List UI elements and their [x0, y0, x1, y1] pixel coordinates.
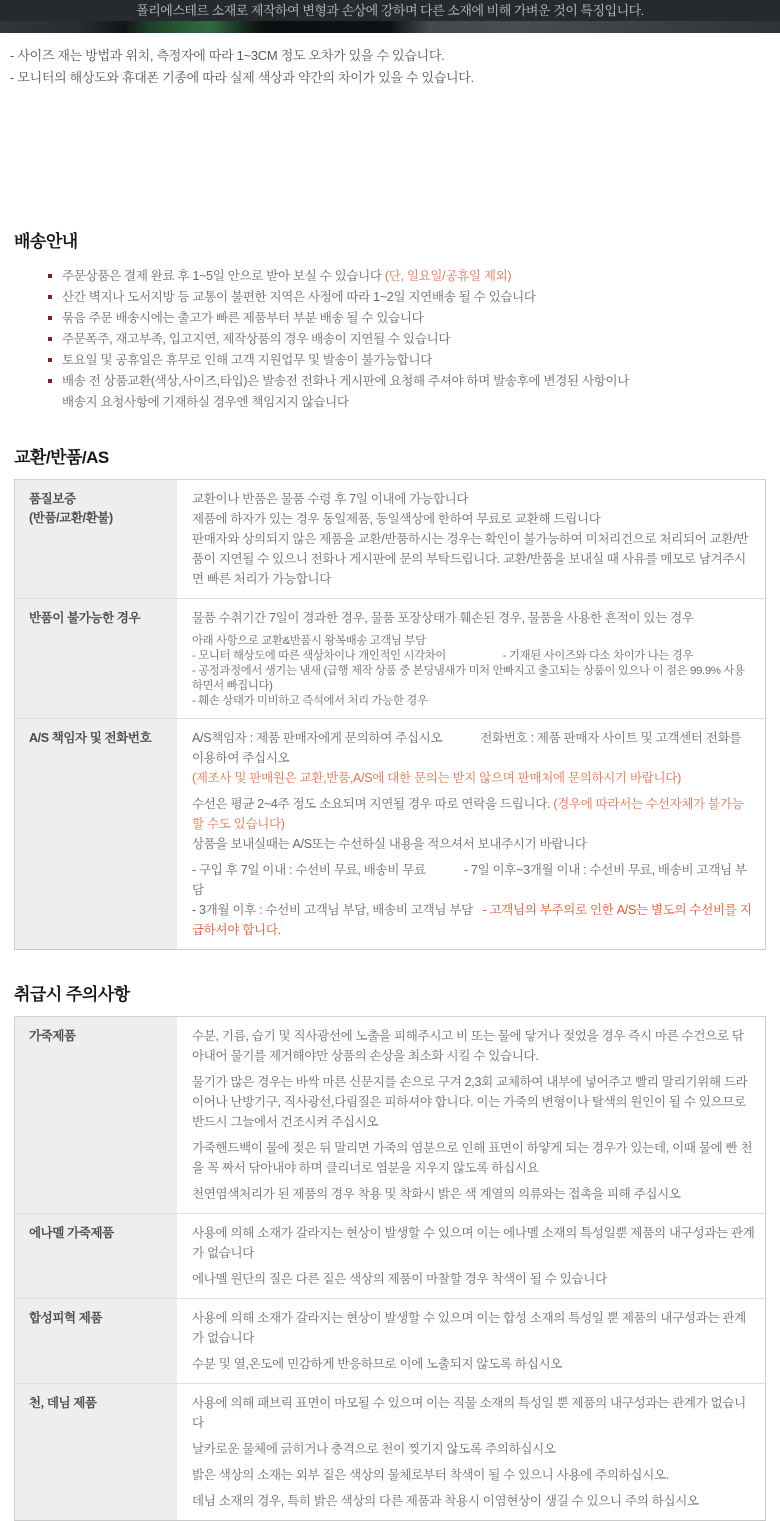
- bullet-icon: [48, 274, 52, 278]
- text-segment: 아래 사항으로 교환&반품시 왕복배송 고객님 부담: [192, 635, 426, 647]
- shipping-item-text: [62, 290, 536, 304]
- content-line: [192, 634, 755, 649]
- content-line: [192, 1393, 755, 1433]
- text-segment: (경우에 따라서는 수선자체가 불가능할 수도 있습니다): [192, 797, 744, 831]
- shipping-list-item: [48, 308, 766, 328]
- text-segment: (제조사 및 판매원은 교환,반품,A/S에 대한 문의는 받지 않으며 판매처에 문의하시기 바랍니다): [192, 771, 681, 785]
- text-segment: - 훼손 상태가 미비하고 즉석에서 처리 가능한 경우: [192, 695, 428, 707]
- text-segment: - 모니터 해상도에 따른 색상차이나 개인적인 시각차이 - 기재된 사이즈와 다소 차이가 나는 경우: [192, 650, 694, 662]
- text-segment: - 구입 후 7일 이내 : 수선비 무료, 배송비 무료 - 7일 이후~3개월 이내 : 수선비 무료, 배송비 고객님 부담: [192, 863, 747, 897]
- content-line: [192, 1491, 755, 1511]
- content-group: [192, 1269, 755, 1289]
- text-segment: 토요일 및 공휴일은 휴무로 인해 고객 지원업무 및 발송이 불가능합니다: [62, 353, 433, 367]
- content-line: [192, 489, 755, 509]
- bullet-icon: [48, 295, 52, 299]
- content-group: [192, 1308, 755, 1348]
- exchange-section-title: 교환/반품/AS: [14, 448, 109, 467]
- row-label: [15, 719, 177, 949]
- text-segment: 밝은 색상의 소재는 외부 짙은 색상의 물체로부터 착색이 될 수 있으니 사용에 주의하십시오.: [192, 1468, 669, 1482]
- content-line: [192, 509, 755, 529]
- shipping-list-item: [48, 350, 766, 370]
- row-label-text: 품질보증: [29, 492, 76, 506]
- blank-spacer: [0, 89, 780, 227]
- content-line: [192, 1308, 755, 1348]
- content-line: [192, 1439, 755, 1459]
- content-group: [192, 1354, 755, 1374]
- row-content: [177, 1214, 765, 1298]
- policy-table-row: [15, 1017, 765, 1213]
- text-segment: 가죽핸드백이 물에 젖은 뒤 말리면 가죽의 염분으로 인해 표면이 하얗게 되는 경우가 있는데, 이때 물에 빤 천을 꼭 짜서 닦아내야 하며 클리너로 염분을 지우지 않도록 하십시요: [192, 1141, 753, 1175]
- shipping-item-text: [62, 332, 450, 346]
- row-content: [177, 719, 765, 949]
- shipping-list-item: [48, 329, 766, 349]
- text-segment: - 공정과정에서 생기는 냄새 (급행 제작 상품 중 본딩냄새가 미처 안빠지고 출고되는 상품이 있으나 이 점은 99.9% 사용하면서 빠집니다): [192, 665, 745, 692]
- feature-banner-text: 폴리에스테르 소재로 제작하여 변형과 손상에 강하며 다른 소재에 비해 가벼운 것이 특징입니다.: [136, 3, 644, 18]
- text-segment: 산간 벽지나 도서지방 등 교통이 불편한 지역은 사정에 따라 1~2일 지연배송 될 수 있습니다: [62, 290, 536, 304]
- content-line: [192, 649, 755, 664]
- policy-table-row: [15, 1213, 765, 1298]
- text-segment: A/S책임자 : 제품 판매자에게 문의하여 주십시오 전화번호 : 제품 판매자 사이트 및 고객센터 전화를 이용하여 주십시오: [192, 731, 745, 765]
- text-segment: 판매자와 상의되지 않은 제품을 교환/반품하시는 경우는 확인이 불가능하여 미처리건으로 처리되어 교환/반품이 지연될 수 있으니 전화나 게시판에 문의 부탁드립니다. 교환/반품을 보내실 때 사유를 메모로 남겨주시면 빠른 처리가 가능합니다: [192, 532, 749, 586]
- row-content: [177, 599, 765, 718]
- shipping-item-text: [62, 311, 423, 325]
- shipping-list-item: [48, 371, 766, 391]
- row-label: [15, 1384, 177, 1520]
- policy-table-row: [15, 480, 765, 598]
- content-line: [192, 768, 755, 788]
- policy-table-row: [15, 1383, 765, 1520]
- text-segment: 데님 소재의 경우, 특히 밝은 색상의 다른 제품과 착용시 이염현상이 생길 수 있으니 주의 하십시오: [192, 1494, 699, 1508]
- text-segment: 주문폭주, 재고부족, 입고지연, 제작상품의 경우 배송이 지연될 수 있습니다: [62, 332, 451, 346]
- bullet-icon: [48, 379, 52, 383]
- shipping-item-text: [62, 269, 511, 283]
- content-group: [192, 860, 755, 940]
- content-line: [192, 1072, 755, 1132]
- row-label: [15, 1214, 177, 1298]
- row-label-text: 천, 데님 제품: [29, 1396, 97, 1410]
- row-label: [15, 599, 177, 718]
- content-group: [192, 1026, 755, 1066]
- bullet-icon: [48, 358, 52, 362]
- text-segment: 물기가 많은 경우는 바싹 마른 신문지를 손으로 구겨 2,3회 교체하여 내부에 넣어주고 빨리 말리기위해 드라이어나 난방기구, 직사광선,다림질은 피하셔야 합니다. 이는 가죽의 변형이나 탈색의 원인이 될 수 있으므로 반드시 그늘에서 건조시켜 주십시오: [192, 1075, 750, 1129]
- row-content: [177, 1017, 765, 1213]
- content-group: [192, 1393, 755, 1433]
- content-line: [192, 1354, 755, 1374]
- content-group: [192, 634, 755, 709]
- care-section: [0, 980, 780, 1521]
- content-line: [192, 860, 755, 900]
- color-note: - 모니터의 해상도와 휴대폰 기종에 따라 실제 색상과 약간의 차이가 있을 수 있습니다.: [10, 70, 474, 85]
- text-segment: 수선은 평균 2~4주 정도 소요되며 지연될 경우 따로 연락을 드립니다.: [192, 797, 554, 811]
- content-line: [192, 834, 755, 854]
- row-label-text: A/S 책임자 및 전화번호: [29, 731, 152, 745]
- product-photo-strip: [0, 21, 780, 33]
- shipping-section-title: 배송안내: [14, 232, 78, 251]
- row-label: [15, 480, 177, 598]
- text-segment: 물품 수취기간 7일이 경과한 경우, 물품 포장상태가 훼손된 경우, 물품을 사용한 흔적이 있는 경우: [192, 611, 694, 625]
- text-segment: 날카로운 물체에 긁히거나 충격으로 천이 찢기지 않도록 주의하십시오: [192, 1442, 556, 1456]
- content-group: [192, 1072, 755, 1132]
- content-line: [192, 664, 755, 694]
- content-line: [192, 1184, 755, 1204]
- shipping-item-continuation: 배송지 요청사항에 기재하실 경우엔 책임지지 않습니다: [62, 395, 349, 409]
- content-line: [192, 1269, 755, 1289]
- row-content: [177, 480, 765, 598]
- row-label: [15, 1017, 177, 1213]
- care-section-title: 취급시 주의사항: [14, 985, 130, 1004]
- text-segment: 수분 및 열,온도에 민감하게 반응하므로 이에 노출되지 않도록 하십시오: [192, 1357, 563, 1371]
- bullet-icon: [48, 337, 52, 341]
- shipping-list: [14, 263, 766, 412]
- bullet-icon: [48, 316, 52, 320]
- shipping-item-text: [62, 374, 629, 388]
- shipping-section: [0, 227, 780, 412]
- policy-table-row: [15, 598, 765, 718]
- content-line: [192, 694, 755, 709]
- policy-table-row: [15, 1298, 765, 1383]
- row-label-text: 합성피혁 제품: [29, 1311, 103, 1325]
- content-group: [192, 1465, 755, 1485]
- content-line: [192, 1465, 755, 1485]
- content-line: [192, 1026, 755, 1066]
- text-segment: 배송 전 상품교환(색상,사이즈,타입)은 발송전 전화나 게시판에 요청해 주셔야 하며 발송후에 변경된 사항이나: [62, 374, 630, 388]
- care-table: [14, 1016, 766, 1521]
- text-segment: (단, 일요일/공휴일 제외): [384, 269, 512, 283]
- row-label: [15, 1299, 177, 1383]
- text-segment: 천연염색처리가 된 제품의 경우 착용 및 착화시 밝은 색 계열의 의류와는 접촉을 피해 주십시오: [192, 1187, 681, 1201]
- text-segment: 사용에 의해 패브릭 표면이 마모될 수 있으며 이는 직물 소재의 특성일 뿐 제품의 내구성과는 관계가 없습니다: [192, 1396, 746, 1430]
- shipping-item-text: [62, 353, 432, 367]
- text-segment: 주문상품은 결제 완료 후 1~5일 안으로 받아 보실 수 있습니다: [62, 269, 385, 283]
- exchange-table: [14, 479, 766, 950]
- text-segment: 사용에 의해 소재가 갈라지는 현상이 발생할 수 있으며 이는 에나멜 소재의 특성일뿐 제품의 내구성과는 관계가 없습니다: [192, 1226, 755, 1260]
- text-segment: 수분, 기름, 습기 및 직사광선에 노출을 피해주시고 비 또는 물에 닿거나 젖었을 경우 즉시 마른 수건으로 닦아내어 물기를 제거해야만 상품의 손상을 최소화 시킬 수 있습니다.: [192, 1029, 744, 1063]
- section-spacer: [0, 950, 780, 980]
- content-group: [192, 728, 755, 788]
- content-group: [192, 1439, 755, 1459]
- text-segment: 묶음 주문 배송시에는 출고가 빠른 제품부터 부분 배송 될 수 있습니다: [62, 311, 424, 325]
- row-label-text: 반품이 불가능한 경우: [29, 611, 141, 625]
- content-line: [192, 608, 755, 628]
- content-group: [192, 1223, 755, 1263]
- policy-table-row: [15, 718, 765, 949]
- content-group: [192, 1138, 755, 1178]
- content-line: [192, 794, 755, 834]
- content-group: [192, 794, 755, 854]
- content-group: [192, 1491, 755, 1511]
- content-line: [192, 900, 755, 940]
- content-line: [192, 728, 755, 768]
- content-line: [192, 1138, 755, 1178]
- text-segment: - 고객님의 부주의로 인한 A/S는 별도의 수선비를 지급하셔야 합니다.: [192, 903, 752, 937]
- content-line: [192, 1223, 755, 1263]
- row-content: [177, 1384, 765, 1520]
- text-segment: - 3개월 이후 : 수선비 고객님 부담, 배송비 고객님 부담: [192, 903, 483, 917]
- text-segment: 에나멜 원단의 질은 다른 짙은 색상의 제품이 마찰할 경우 착색이 될 수 있습니다: [192, 1272, 607, 1286]
- size-note: - 사이즈 재는 방법과 위치, 측정자에 따라 1~3CM 정도 오차가 있을 수 있습니다.: [10, 48, 445, 63]
- exchange-section: [0, 443, 780, 950]
- shipping-list-item: [48, 287, 766, 307]
- text-segment: 제품에 하자가 있는 경우 동일제품, 동일색상에 한하여 무료로 교환해 드립니다: [192, 512, 601, 526]
- content-line: [192, 529, 755, 589]
- size-color-notes: [0, 33, 780, 89]
- row-label-text: 에나멜 가죽제품: [29, 1226, 114, 1240]
- shipping-list-item: [48, 266, 766, 286]
- section-spacer: [0, 413, 780, 443]
- text-segment: 상품을 보내실때는 A/S또는 수선하실 내용을 적으셔서 보내주시기 바랍니다: [192, 837, 587, 851]
- row-label-subtext: (반품/교환/환불): [29, 511, 113, 525]
- row-content: [177, 1299, 765, 1383]
- content-group: [192, 489, 755, 589]
- text-segment: 사용에 의해 소재가 갈라지는 현상이 발생할 수 있으며 이는 합성 소재의 특성일 뿐 제품의 내구성과는 관계가 없습니다: [192, 1311, 746, 1345]
- content-group: [192, 608, 755, 628]
- row-label-text: 가죽제품: [29, 1029, 76, 1043]
- feature-banner: [0, 0, 780, 33]
- content-group: [192, 1184, 755, 1204]
- text-segment: 교환이나 반품은 물품 수령 후 7일 이내에 가능합니다: [192, 492, 469, 506]
